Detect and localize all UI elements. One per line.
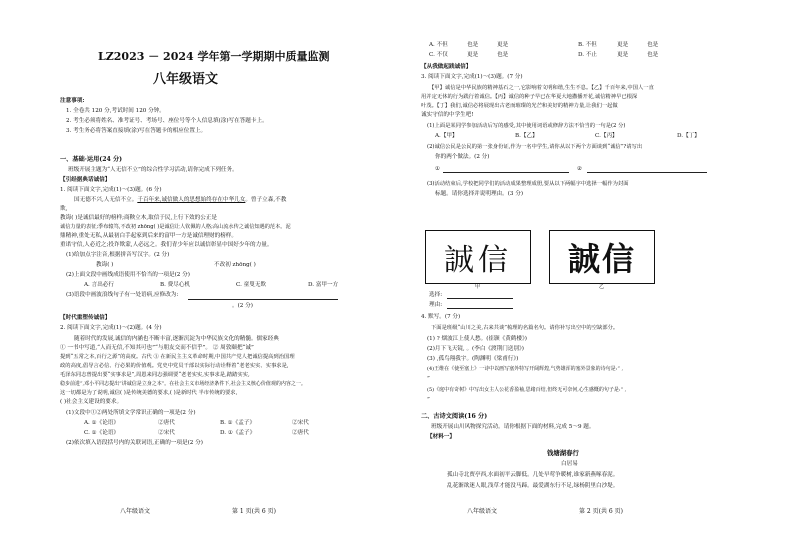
footer-page-2: 第 2 页(共 6 页) [579,508,623,515]
q2-option-d-1[interactable]: D. ①《孟子》 [220,430,256,436]
calligraphy-label-a: 甲 [475,284,481,290]
question-4-heading: 4. 默写。(7 分) [421,314,461,320]
exam-subject: 八年级语文 [153,72,219,87]
q1-option-c[interactable]: C. 童叟无欺 [236,282,267,288]
q1-passage-line-4: 诚信力量的表征;季布辕笃,不改初 zhōng( )是诚信让人钦佩的人格;高山流水传之诚信知遇的范本。泥 [60,224,291,230]
q3-sub-2-mark-1: ① [435,166,441,172]
q2-2-option-d[interactable]: D. 不止 [578,52,598,58]
q2-option-c-1[interactable]: C. ①《论语》 [84,430,120,436]
subsection-1-heading: 【引经据典话诚信】 [60,177,111,183]
q3-sub-1: (1)上面是某同学参加活动后写的感受,其中使用词语或修辞方法不恰当的一句是(2 分) [427,123,626,129]
q2-option-a-2: ②唐代 [158,420,175,426]
q1-sub-2: (2)上面文段中画线成语使用不恰当的一项是(2 分) [66,272,190,278]
q1-sub-3: (3)语段中画波浪线句子有一处语病,应修改为: [66,292,179,298]
note-1: 1. 全卷共 120 分,考试时间 120 分钟。 [66,108,165,114]
reason-answer-line[interactable] [447,308,513,309]
q2-option-b-1[interactable]: B. ①《孟子》 [220,420,256,426]
note-3: 3. 考生务必将答案直接填(涂)写在答题卡的相应位置上。 [66,128,207,134]
q2-passage-line-3: 提到“五常之本,百行之源”的高度。古代 ③ 在新民主主义革命时期,中国共产党人把诚信提高到治国理 [60,354,295,360]
q2-passage-line-8: ( )社会主义建设的要求。 [60,399,123,405]
q1-passage-line-2: 欺, [60,206,68,212]
exam-title: LZ2023 － 2024 学年第一学期期中质量监测 [98,50,330,63]
q2-2-option-c-w2: 更是 [467,52,479,58]
q1-sub-3-score: 。(2 分) [232,303,253,309]
q4-line-4[interactable]: (4)王维在《使至塞上》一诗中以画写塞外特写开阔辉煌,气势雄浑的塞外景象的诗句是:“ , [427,366,624,372]
section-1-heading: 一、基础·运用(24 分) [60,156,123,163]
q2-2-option-c[interactable]: C. 不仅 [429,52,448,58]
q1-sub-3-answer-line[interactable] [188,299,338,300]
footer-page-1: 第 1 页(共 6 页) [232,508,276,515]
q1-text-b: 。曾子立森,不教 [245,197,287,203]
reason-label: 理由: [429,302,443,308]
q2-2-option-a-w3: 更是 [497,42,509,48]
footer-subject-2: 八年级语文 [467,508,498,515]
q3-option-d[interactable]: D.【丁】 [677,133,700,139]
q3-passage-line-2: 用并定无休的行为践行着诚信。【丙】诚信的种子早已在华夏大地撒播开花,诚信精神早已根深 [421,94,638,100]
q2-2-option-b-w3: 也是 [647,42,659,48]
q3-option-a[interactable]: A.【甲】 [435,133,458,139]
q1-option-b[interactable]: B. 费尽心机 [160,282,191,288]
q3-sub-3: (3)活动结束后,学校把同学们的活动成果整理成册,要从以下两幅字中选择一幅作为封面 [427,181,629,187]
poem-author: 白居易 [561,461,578,467]
q4-intro: 下面是班级“山川之美,古来共谈”梳理的名篇名句。请你补写出空中的空缺部分。 [431,325,619,331]
q1-sub-1-blank-a[interactable]: 教诲( ) [96,262,114,268]
q2-passage-line-6: 稳步前进”,邓小平同志提出“讲诚信是立身之本”。在社会主义市场经济条件下,社会主义核心价值观的内容之一。 [60,381,306,387]
calligraphy-option-b[interactable] [549,230,655,284]
q2-sub-2: (2)依次填入语段括号内的关联词语,正确的一项是(2 分) [66,440,203,446]
q1-passage-line-5: 鼎精神,重处无私,从最初白手起家到后来的富甲一方是诚信理财的榜样。 [60,233,237,239]
q2-option-a-1[interactable]: A. ①《论语》 [84,420,119,426]
poem-title: 钱塘湖春行 [547,449,579,457]
q2-option-c-2: ②宋代 [158,430,175,436]
q4-line-7[interactable]: ” [427,397,430,403]
q1-sub-1: (1)给加点字注音,根据拼音写汉字。(2 分) [66,252,170,258]
q2-option-b-2: ②宋代 [292,420,309,426]
q3-sub-2-answer-2[interactable] [587,172,707,173]
poem-line-1: 孤山寺北贾亭西,水面初平云脚低。几处早莺争暖树,谁家新燕啄春泥。 [447,472,619,478]
q3-passage-line-3: 叶茂。【丁】我们,诚信必将展现出古老而璀璨的光芒和美好的精神力量,让我们一起做 [421,103,618,109]
q3-sub-2-answer-1[interactable] [443,172,569,173]
section-2-heading: 二、古诗文阅读(16 分) [421,413,488,420]
q3-sub-3-cont: 标题。请你选择并说明理由。(3 分) [435,191,524,197]
material-1-label: 【材料一】 [427,434,455,440]
q1-option-d[interactable]: D. 富甲一方 [308,282,339,288]
q2-passage-line-4: 政的高度,倡导言必信、行必果的价值观。党史中党员干部以实际行动诠释着“老老实实、实事求是, [60,363,289,369]
q2-2-option-a-w2: 也是 [467,42,479,48]
q2-passage-line-7: 这一切都是为了说明,诚信( )是传统美德的要求,( )是新时代 半市传统的要求, [60,390,238,396]
section-2-intro: 班级开展山川风物探究活动。请你根据下面的材料,完成 5～9 题。 [431,424,595,430]
q4-line-5[interactable]: ” [427,376,430,382]
q1-passage-line-3: 教诲( )是诚信最好的榜样;商鞅立木,取信于民,上行下效的公正是 [60,215,218,221]
section-1-intro: 班级开展主题为“人无信不立”的综合性学习活动,请你完成下列任务。 [68,167,238,173]
q1-sub-1-blank-b[interactable]: 不改初 zhōng( ) [214,262,256,268]
q3-option-b[interactable]: B.【乙】 [515,133,538,139]
question-2-heading: 2. 阅读下面文字,完成(1)～(2)题。(4 分) [60,325,162,331]
footer-subject-1: 八年级语文 [120,508,151,515]
q3-sub-2-mark-2: ② [577,166,583,172]
q2-sub-1: (1)文段中①②两处所填文学常识正确的一项是(2 分) [66,410,196,416]
subsection-3-heading: 【从我做起践诚信】 [421,64,472,70]
q2-passage-line-5: 毛泽东同志曾提出要“实事求是”,周恩来同志强调要“老老实实,实事求是,踏踏实实, [60,372,250,378]
calligraphy-label-b: 乙 [599,284,605,290]
q2-option-d-2: ②唐代 [292,430,309,436]
question-1-heading: 1. 阅读下面文字,完成(1)～(3)题。(6 分) [60,187,162,193]
poem-line-2: 乱花渐欲迷人眼,浅草才能没马蹄。最爱湖东行不足,绿杨阴里白沙堤。 [447,483,619,489]
q3-sub-2-cont: 你的两个做法。(2 分) [435,154,490,160]
q4-line-2[interactable]: (2)月下飞天镜, 。(李白《渡荆门送别》) [427,346,524,352]
q2-passage-line-1: 随着时代的发展,诚信的内涵也不断丰富,逐渐沉淀为中华民族文化的精髓。儒家经典 [74,336,279,342]
q2-2-option-d-w2: 更是 [617,52,629,58]
q1-text-a: 国无德不兴,人无信不立。 [74,197,138,203]
q2-2-option-d-w3: 也是 [647,52,659,58]
choose-answer-line[interactable] [447,298,513,299]
calligraphy-option-a[interactable] [425,230,531,284]
q1-underlined: 千百年来,诚信做人的思想始终存在中华儿女 [137,197,246,203]
q2-2-option-b-w2: 更是 [617,42,629,48]
q1-passage-line-1 [74,197,286,204]
q1-passage-line-6: 重诺守信,人必近之;投诈欺蒙,人必远之。我们青少年应以诚信彰显中国好少年的力量。 [60,242,273,248]
q1-option-a[interactable]: A. 言出必行 [84,282,114,288]
subsection-2-heading: 【时代重塑传诚信】 [60,315,111,321]
q3-option-c[interactable]: C.【丙】 [595,133,618,139]
notes-heading: 注意事项: [60,98,85,104]
q3-sub-2: (2)诚信公民是公民的第一张身份证,作为一名中学生,请你从以下两个方面谈到“诚信”?请写出 [427,144,643,150]
q3-passage-line-1: 【甲】诚信是中华民族的精神基石之一,它影响着文明和谐,生生不息。【乙】千百年来,中国人一直 [429,85,654,91]
q4-line-3[interactable]: (3) ,孤鸟翔我宇。(陶渊明《梁甫行》) [427,356,519,362]
q2-2-option-a[interactable]: A. 不但 [429,42,448,48]
question-3-heading: 3. 阅读下面文字,完成(1)～(3)题。(7 分) [421,74,523,80]
page-2 [397,0,794,543]
q4-line-6[interactable]: (5)《庭中有奇树》中写出女主人公花香盈袖,思绪百结,但终无可奈何,心生感慨的句子是:“ , [427,387,627,393]
calligraphy-b-text: 誠信 [567,240,636,278]
q2-2-option-b[interactable]: B. 不但 [578,42,597,48]
choose-label: 选择: [429,292,443,298]
calligraphy-a-text: 誠信 [444,243,512,278]
q2-2-option-c-w3: 也是 [497,52,509,58]
q3-passage-line-4: 诚实守信的中学生吧! [421,112,474,118]
q4-line-1[interactable]: (1) ? 烟波江上使人愁。(崔颢《黄鹤楼》) [427,336,527,342]
q2-passage-line-2: ① 一书中写道,“人而无信,不知其可也”“与朋友交而不信乎”。 ② 周敦颐把“诚” [60,345,254,351]
note-2: 2. 考生必须将姓名、准考证号、考场号、座位号等个人信息填(涂)写在答题卡上。 [66,118,268,124]
